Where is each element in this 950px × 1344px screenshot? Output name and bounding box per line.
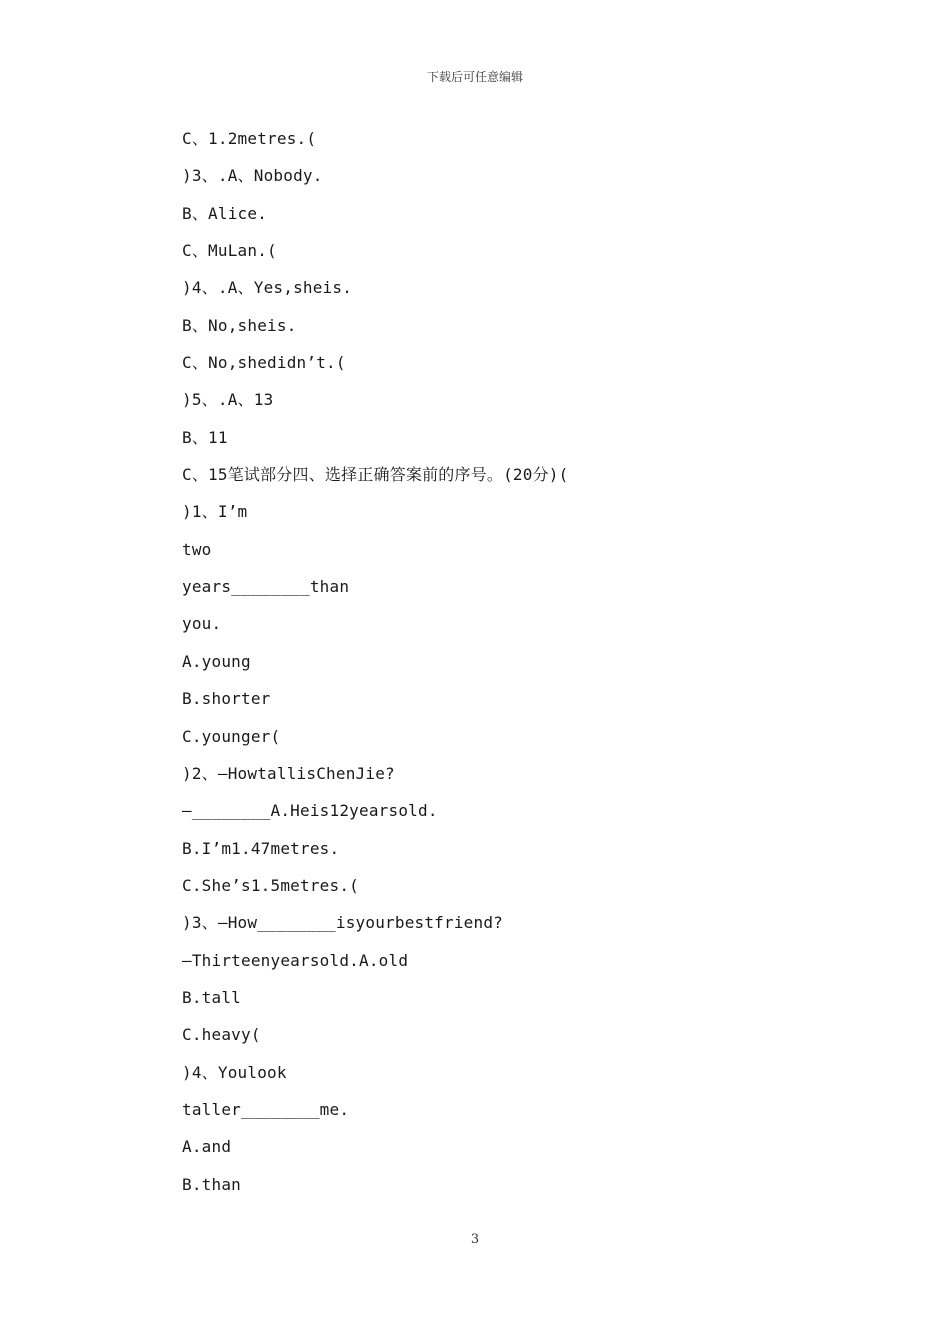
text-line: )4、.A、Yes,sheis. xyxy=(182,278,353,298)
text-line: B.I’m1.47metres. xyxy=(182,838,340,858)
text-line: )2、—HowtallisChenJie? xyxy=(182,763,395,783)
text-line: B.than xyxy=(182,1174,241,1194)
text-line: )1、I’m xyxy=(182,502,248,522)
text-line: two xyxy=(182,539,212,559)
text-line: C、1.2metres.( xyxy=(182,129,317,148)
text-line: C、MuLan.( xyxy=(182,241,277,261)
text-line: you. xyxy=(182,614,222,634)
page-header: 下载后可任意编辑 xyxy=(426,70,523,84)
text-line: B、Alice. xyxy=(182,203,268,223)
text-line: —________A.Heis12yearsold. xyxy=(182,801,438,821)
text-line: )4、Youlook xyxy=(182,1062,287,1082)
text-line: C.She’s1.5metres.( xyxy=(182,875,359,895)
document-body xyxy=(182,124,782,1207)
section-heading-line: C、15笔试部分四、选择正确答案前的序号。(20分)( xyxy=(182,465,569,485)
text-line: C、No,shedidn’t.( xyxy=(182,353,346,373)
text-line: )3、—How________isyourbestfriend? xyxy=(182,913,504,933)
text-line: years________than xyxy=(182,577,350,597)
text-line: B.shorter xyxy=(182,689,271,709)
text-line: C.younger( xyxy=(182,726,281,746)
text-line: —Thirteenyearsold.A.old xyxy=(182,950,409,970)
text-line: taller________me. xyxy=(182,1099,350,1119)
text-line: A.young xyxy=(182,651,251,671)
text-line: )5、.A、13 xyxy=(182,390,274,410)
text-line: A.and xyxy=(182,1137,232,1157)
text-line: )3、.A、Nobody. xyxy=(182,166,323,186)
text-line: B、No,sheis. xyxy=(182,315,297,335)
text-line: B、11 xyxy=(182,427,228,447)
text-line: C.heavy( xyxy=(182,1025,261,1045)
text-line: B.tall xyxy=(182,987,241,1007)
page-number: 3 xyxy=(470,1232,480,1247)
